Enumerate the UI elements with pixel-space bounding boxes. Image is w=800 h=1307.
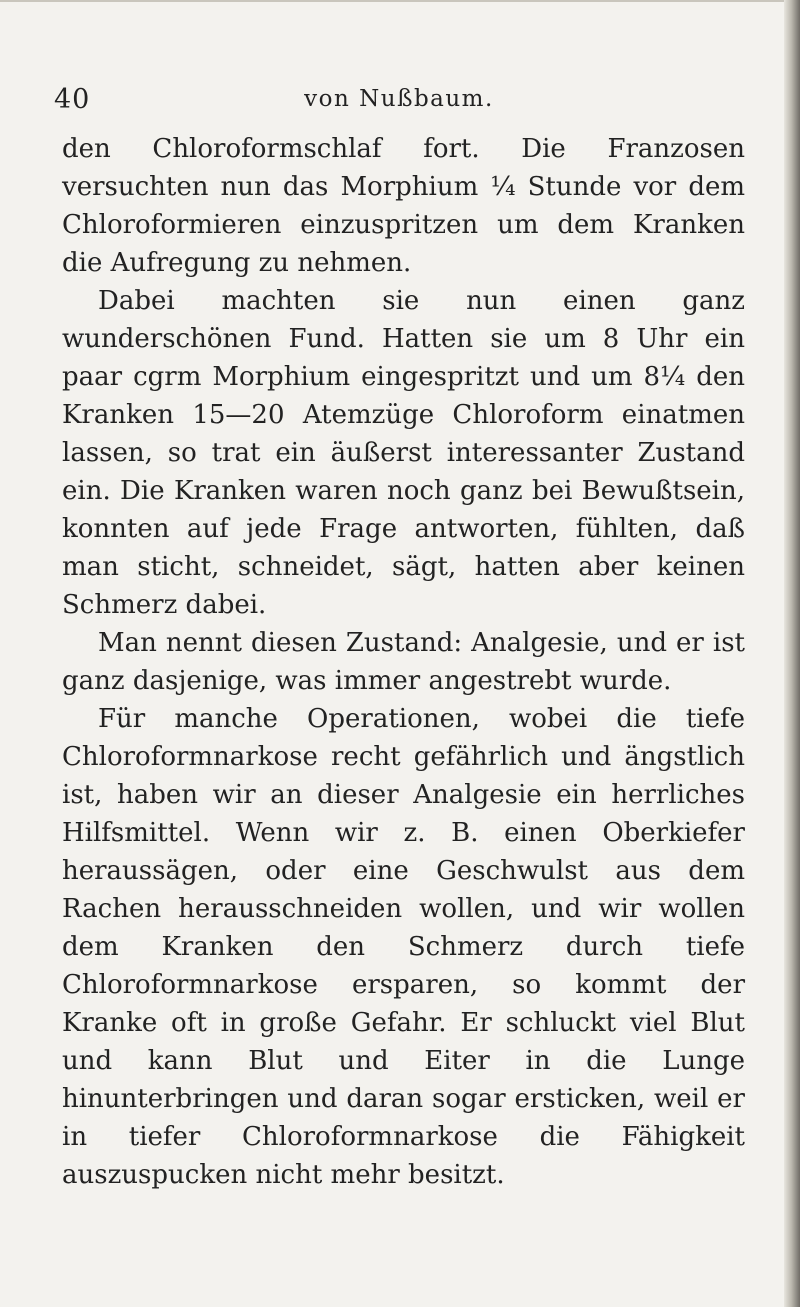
running-head	[54, 84, 744, 124]
body-text	[62, 130, 745, 1194]
running-title: von Nußbaum.	[304, 86, 494, 112]
page-edge-shadow	[784, 0, 800, 1307]
paragraph-1: den Chloroformschlaf fort. Die Franzosen versuchten nun das Morphium ¼ Stunde vor dem Chloroformieren einzuspritzen um dem Kranken die Aufregung zu nehmen.	[62, 134, 745, 278]
paragraph-4: Für manche Operationen, wobei die tiefe Chloroformnarkose recht gefährlich und ängstlich ist, haben wir an dieser Analgesie ein herrliches Hilfsmittel. Wenn wir z. B. einen Oberkiefer heraussägen, oder eine Geschwulst aus dem Rachen herausschneiden wollen, und wir wollen dem Kranken den Schmerz durch tiefe Chloroformnarkose ersparen, so kommt der Kranke oft in große Gefahr. Er schluckt viel Blut und kann Blut und Eiter in die Lunge hinunterbringen und daran sogar ersticken, weil er in tiefer Chloroformnarkose die Fähigkeit auszuspucken nicht mehr besitzt.	[62, 704, 745, 1190]
page-number: 40	[54, 84, 91, 115]
paragraph-3: Man nennt diesen Zustand: Analgesie, und er ist ganz dasjenige, was immer angestrebt wurde.	[62, 628, 745, 696]
top-rule	[0, 0, 784, 2]
paragraph-2: Dabei machten sie nun einen ganz wunderschönen Fund. Hatten sie um 8 Uhr ein paar cgrm Morphium eingespritzt und um 8¼ den Kranken 15—20 Atemzüge Chloroform einatmen lassen, so trat ein äußerst interessanter Zustand ein. Die Kranken waren noch ganz bei Bewußtsein, konnten auf jede Frage antworten, fühlten, daß man sticht, schneidet, sägt, hatten aber keinen Schmerz dabei.	[62, 286, 745, 620]
